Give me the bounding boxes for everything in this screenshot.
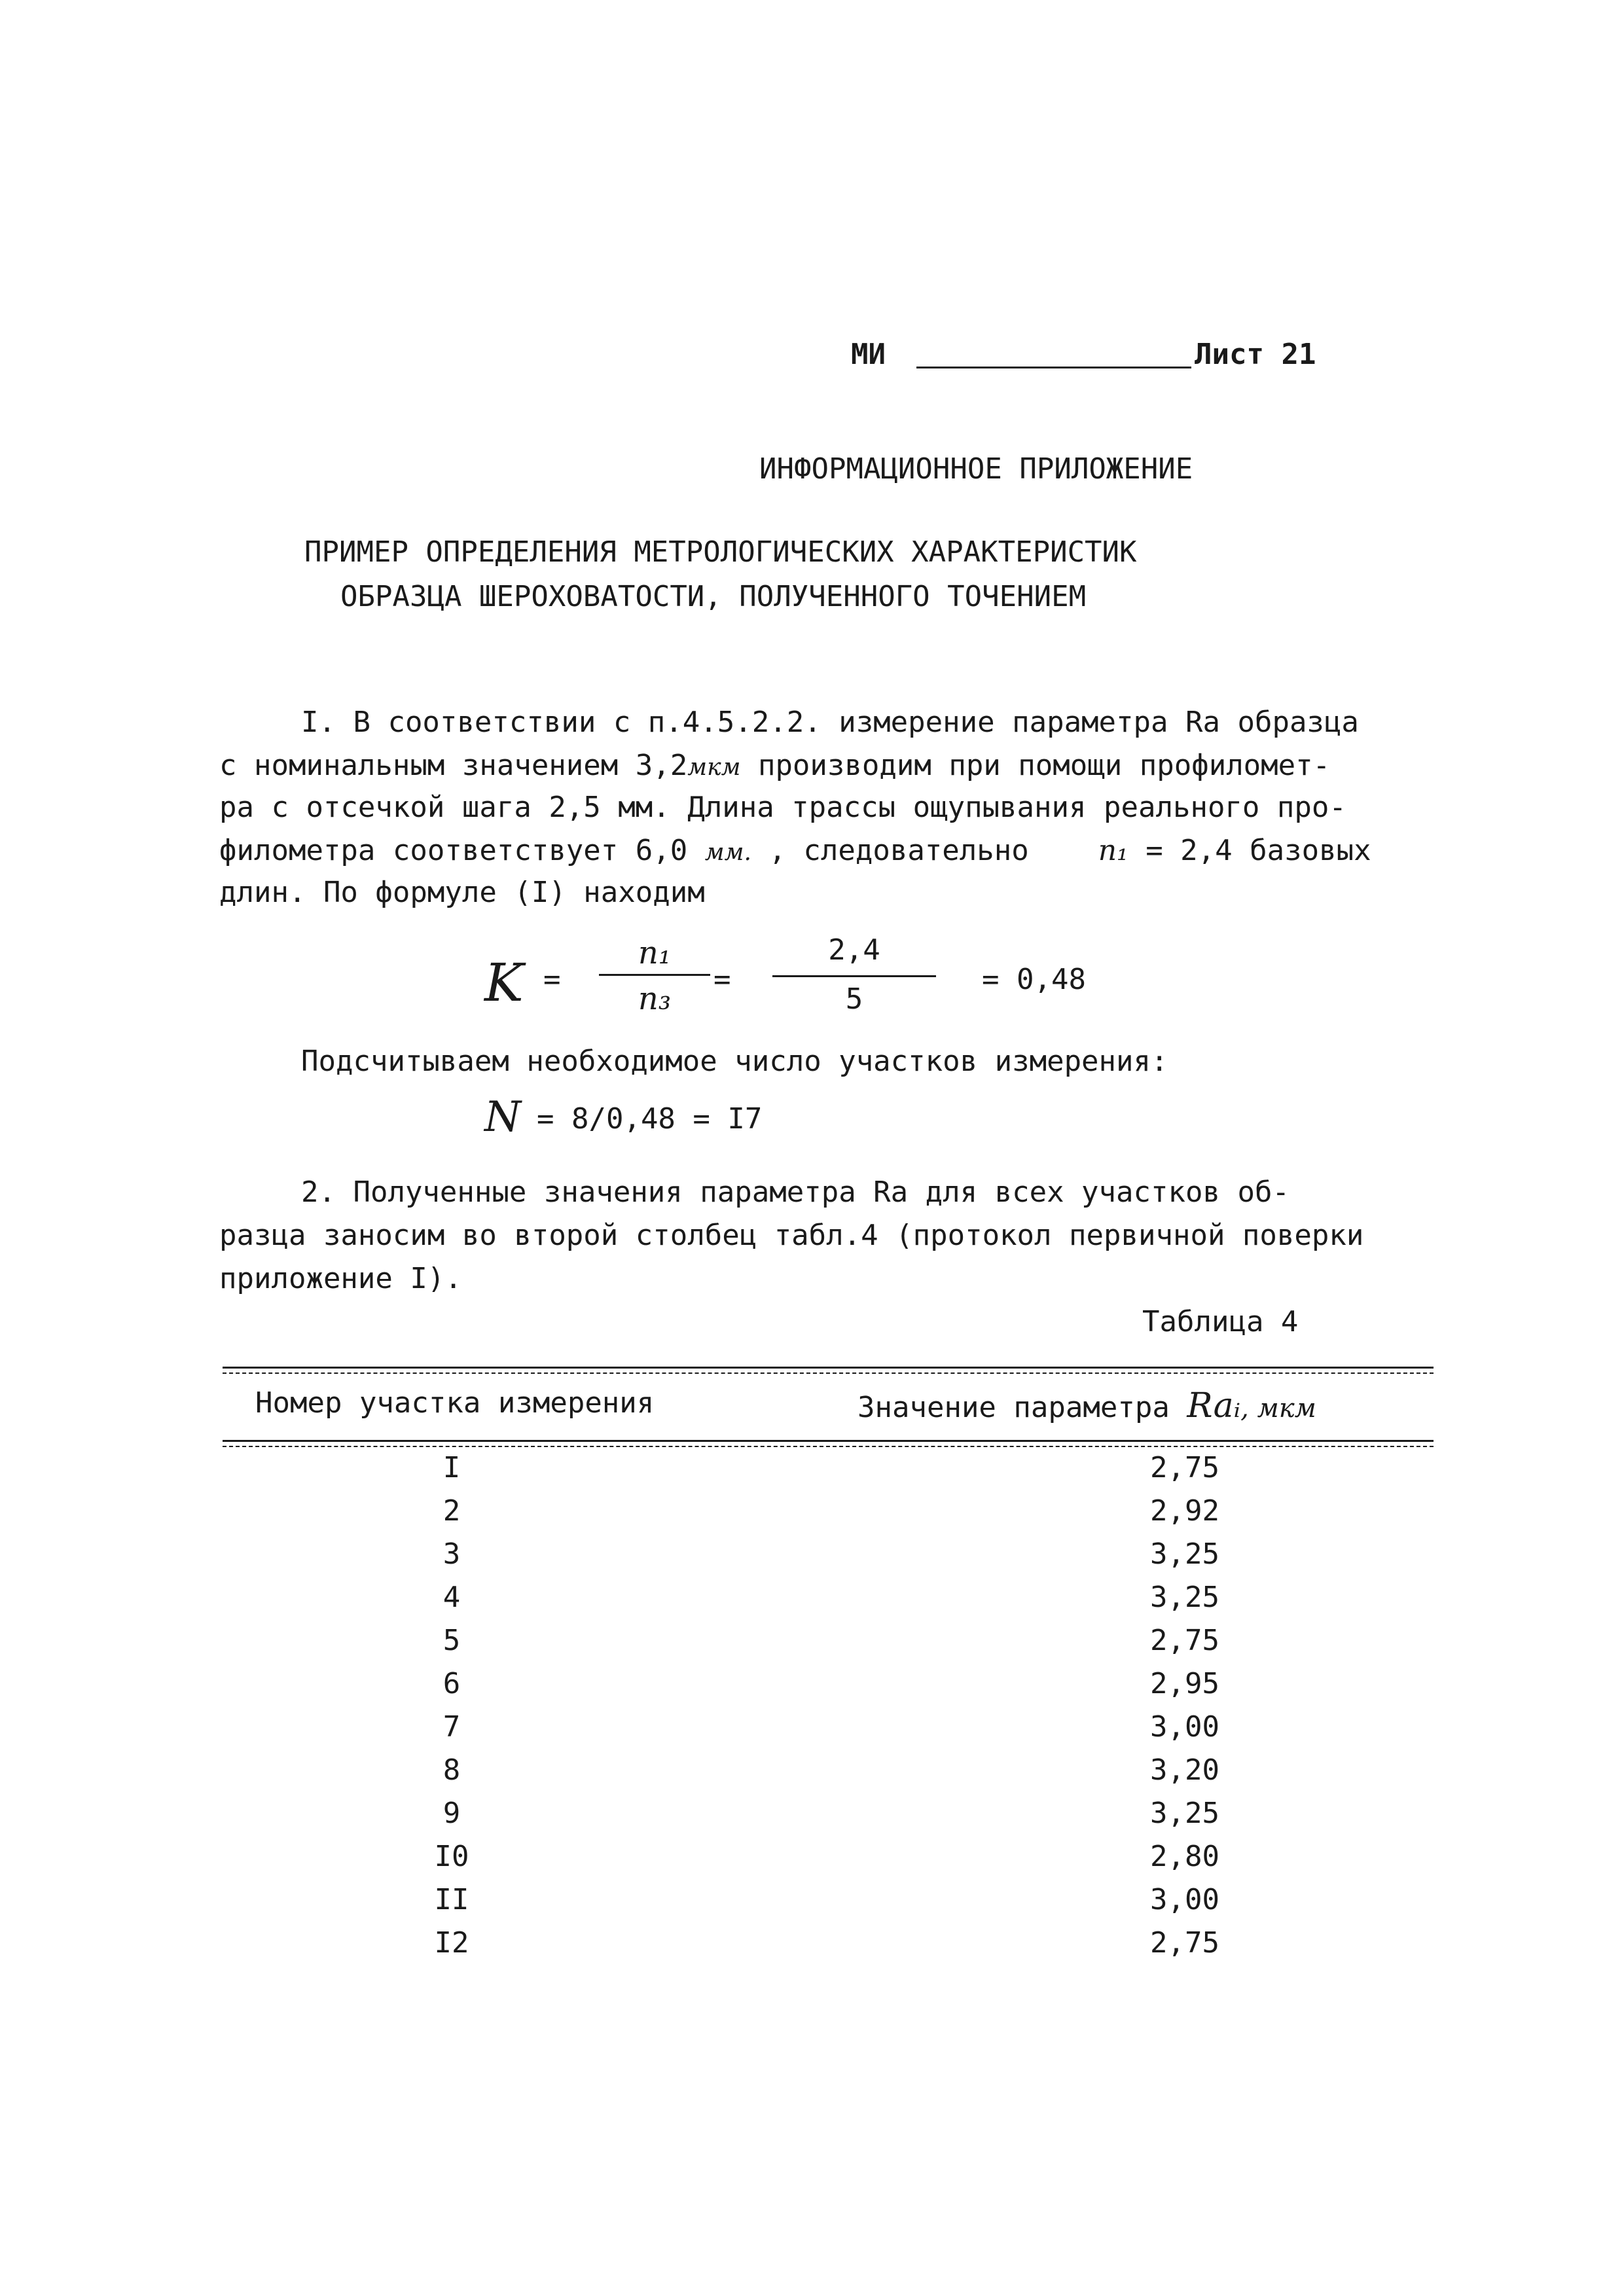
doc-code: МИ: [851, 338, 886, 371]
table-header-parameter-value: Значение параметра Raᵢ, мкм: [857, 1386, 1316, 1426]
para1-line2: с номинальным значением 3,2мкм производим при помощи профиломет-: [219, 749, 1331, 782]
table-row: 3 3,25: [442, 1537, 1219, 1571]
table-row: I2 2,75: [434, 1926, 1219, 1960]
appendix-label: ИНФОРМАЦИОННОЕ ПРИЛОЖЕНИЕ: [759, 452, 1193, 486]
table-header-rule: [223, 1440, 1434, 1442]
formula-fraction-bar-2: [772, 975, 936, 977]
formula-fraction-bar-1: [599, 974, 710, 976]
table-row: 7 3,00: [442, 1710, 1219, 1744]
para2-line1: 2. Полученные значения параметра Ra для всех участков об-: [301, 1175, 1290, 1209]
para1-line5: длин. По формуле (I) находим: [219, 876, 705, 909]
table-row: 2 2,92: [442, 1494, 1219, 1528]
table-row: II 3,00: [434, 1883, 1219, 1916]
formula-equals-2: =: [713, 963, 731, 996]
table-row: 5 2,75: [442, 1624, 1219, 1657]
para1-line1: I. В соответствии с п.4.5.2.2. измерение параметра Ra образца: [301, 706, 1359, 739]
table-header-section-number: Номер участка измерения: [255, 1386, 655, 1420]
para2-line2: разца заносим во второй столбец табл.4 (протокол первичной поверки: [219, 1219, 1364, 1252]
para1-line4: филометра соответствует 6,0 мм. , следовательно n₁ = 2,4 базовых: [219, 834, 1371, 867]
table-row: 9 3,25: [442, 1797, 1219, 1830]
formula-numerator-value: 2,4: [828, 933, 880, 967]
table-row: I 2,75: [442, 1451, 1219, 1484]
table-row: I0 2,80: [434, 1840, 1219, 1873]
page-title-line-2: ОБРАЗЦА ШЕРОХОВАТОСТИ, ПОЛУЧЕННОГО ТОЧЕНИЕМ: [340, 580, 1087, 613]
formula-result: = 0,48: [982, 963, 1086, 996]
formula-n1-numerator: n₁: [638, 935, 672, 971]
table-row: 6 2,95: [442, 1667, 1219, 1700]
doc-number-blank-line: [916, 340, 1191, 368]
table-row: 8 3,20: [442, 1753, 1219, 1787]
formula-equals-1: =: [543, 963, 561, 996]
para2-line3: приложение I).: [219, 1262, 462, 1295]
table-row: 4 3,25: [442, 1581, 1219, 1614]
formula-n-symbol: N: [484, 1093, 521, 1141]
formula-denominator-value: 5: [845, 982, 863, 1016]
formula-n-expression: = 8/0,48 = I7: [537, 1102, 763, 1136]
sheet-number: Лист 21: [1195, 338, 1316, 371]
page-title-line-1: ПРИМЕР ОПРЕДЕЛЕНИЯ МЕТРОЛОГИЧЕСКИХ ХАРАКТЕРИСТИК: [304, 535, 1137, 569]
table-top-rule: [223, 1367, 1434, 1369]
formula-k-symbol: K: [484, 952, 524, 1013]
formula-n3-denominator: n₃: [638, 980, 672, 1017]
count-text: Подсчитываем необходимое число участков измерения:: [301, 1045, 1168, 1078]
para1-line3: ра с отсечкой шага 2,5 мм. Длина трассы ощупывания реального про-: [219, 791, 1346, 824]
table-caption: Таблица 4: [1142, 1305, 1299, 1338]
